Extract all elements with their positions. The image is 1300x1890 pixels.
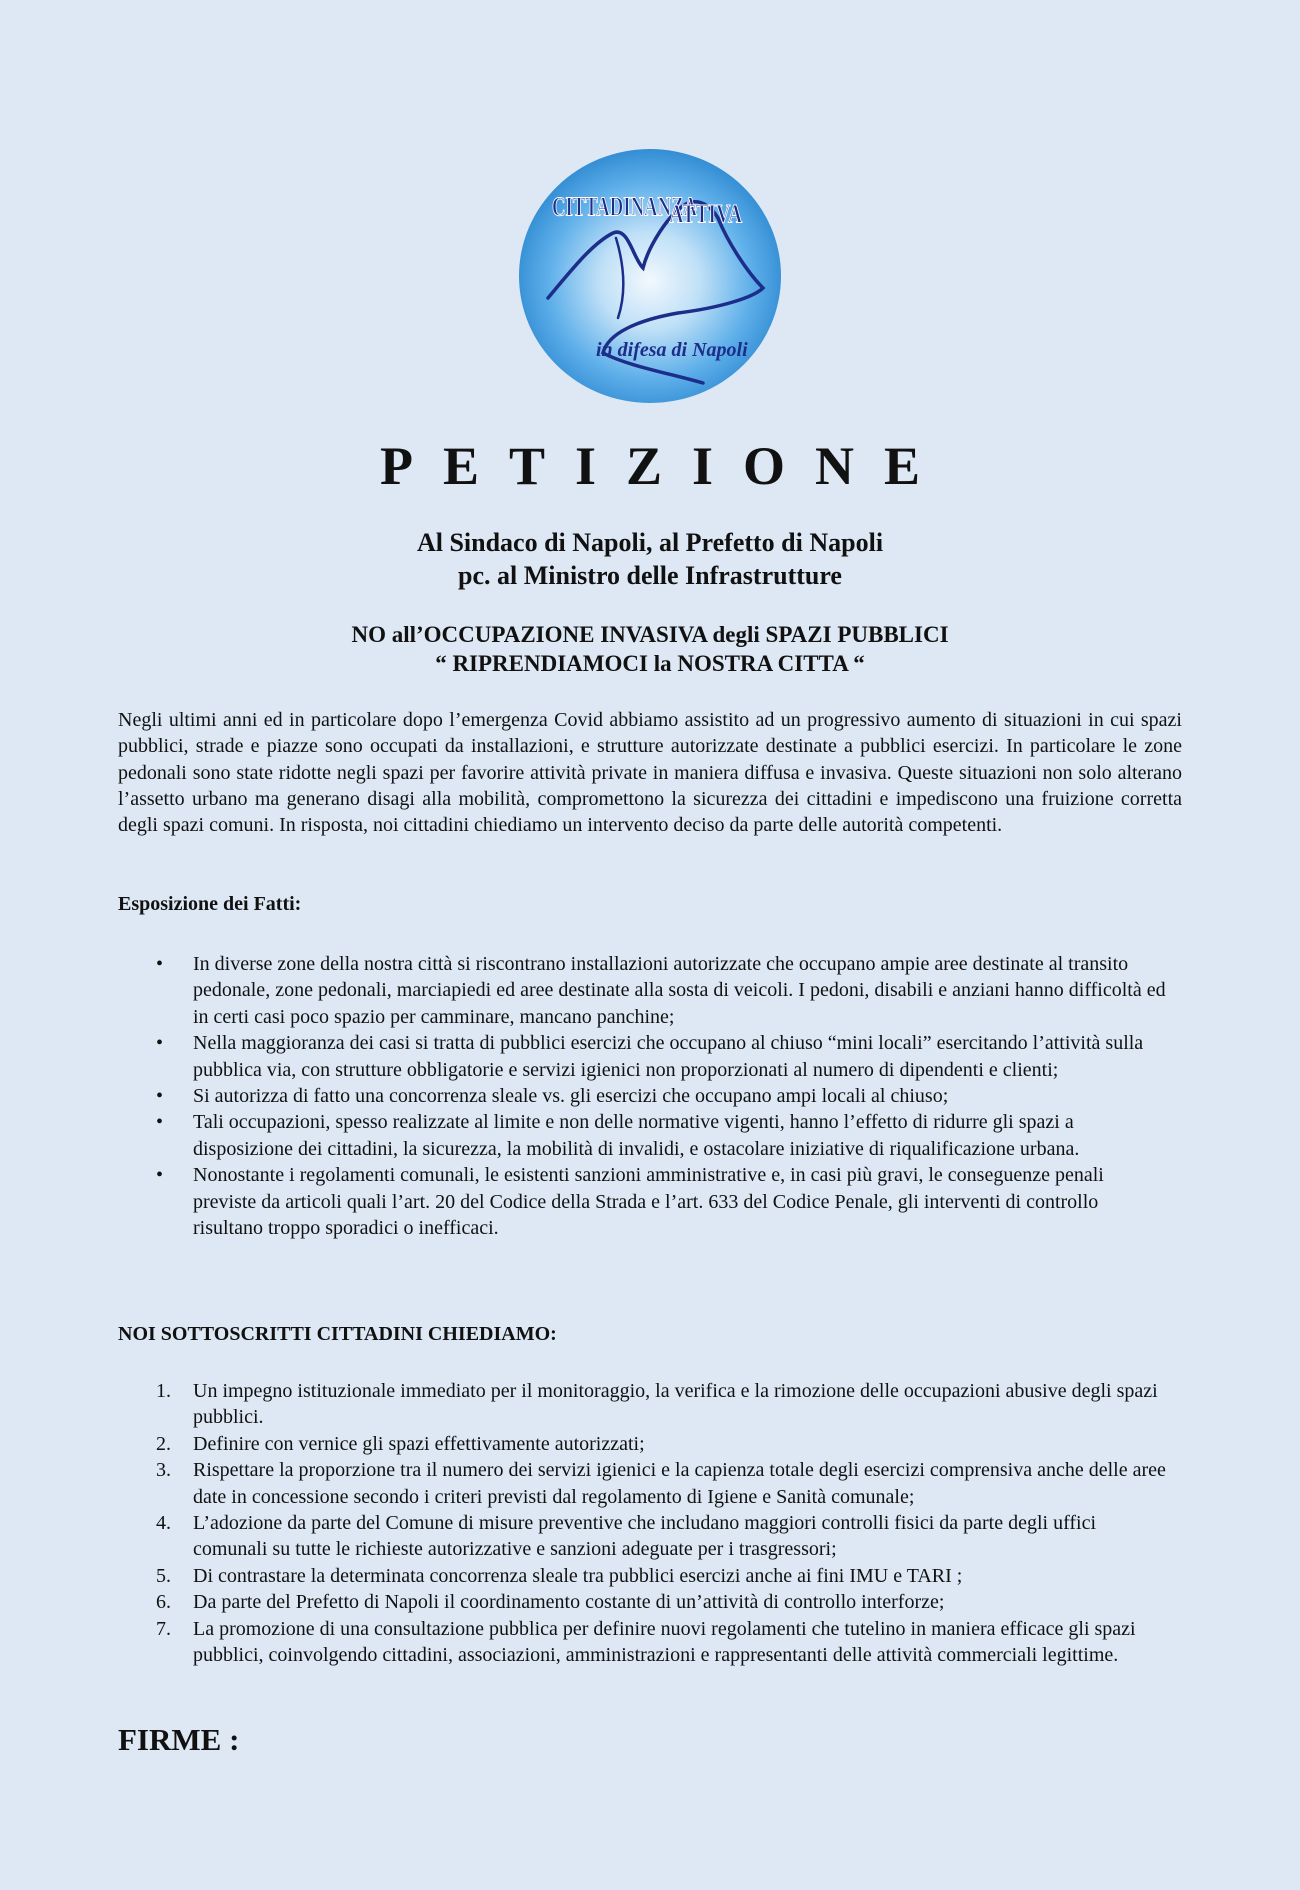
demand-text: L’adozione da parte del Comune di misure preventive che includano maggiori controlli fisici da parte degli uffici comunali su tutte le richieste autorizzative e sanzioni adeguate per i trasgressori;	[193, 1512, 1097, 1561]
list-item	[118, 1378, 1182, 1431]
demand-text: Da parte del Prefetto di Napoli il coordinamento costante di un’attività di controllo interforze;	[193, 1591, 945, 1614]
list-item	[118, 1109, 1182, 1162]
list-item	[118, 1563, 1182, 1589]
fact-text: Nonostante i regolamenti comunali, le esistenti sanzioni amministrative e, in casi più gravi, le conseguenze penali previste da articoli quali l’art. 20 del Codice della Strada e l’art. 633 del Codice Penale, gli interventi di controllo risultano troppo sporadici o inefficaci.	[193, 1164, 1104, 1240]
item-number: 2.	[156, 1432, 171, 1455]
page-title: PETIZIONE	[379, 436, 951, 496]
logo-text-top-right: ATTIVA	[669, 199, 743, 230]
subject-line: “ RIPRENDIAMOCI la NOSTRA CITTA “	[435, 651, 865, 676]
demand-text: Definire con vernice gli spazi effettivamente autorizzati;	[193, 1432, 645, 1455]
logo-circle	[519, 149, 781, 403]
list-item	[118, 1030, 1182, 1083]
fact-text: In diverse zone della nostra città si riscontrano installazioni autorizzate che occupano ampie aree destinate al transito pedonale, zone pedonali, marciapiedi ed aree destinate alla sosta di veicoli. I pedoni, disabili e anziani hanno difficoltà ed in certi casi poco spazio per camminare, mancano panchine;	[193, 953, 1166, 1028]
cittadinanza-attiva-logo	[518, 148, 782, 404]
item-number: 7.	[156, 1617, 171, 1640]
item-number: 5.	[156, 1564, 171, 1587]
demands-list	[118, 1378, 1182, 1668]
logo-emblem	[518, 148, 782, 404]
petition-subject	[118, 620, 1182, 678]
bullet-icon: •	[156, 1111, 164, 1134]
demand-text: Di contrastare la determinata concorrenza sleale tra pubblici esercizi anche ai fini IMU e TARI ;	[193, 1564, 963, 1587]
item-number: 4.	[156, 1512, 171, 1535]
list-item	[118, 1162, 1182, 1241]
facts-heading: Esposizione dei Fatti:	[118, 893, 302, 915]
subject-line: NO all’OCCUPAZIONE INVASIVA degli SPAZI PUBBLICI	[351, 622, 949, 647]
facts-list	[118, 951, 1182, 1241]
bullet-icon: •	[156, 1032, 164, 1055]
addressee-line: Al Sindaco di Napoli, al Prefetto di Napoli	[416, 528, 884, 557]
addressees	[118, 526, 1182, 592]
list-item	[118, 951, 1182, 1030]
demand-text: Un impegno istituzionale immediato per il monitoraggio, la verifica e la rimozione delle occupazioni abusive degli spazi pubblici.	[193, 1380, 1158, 1429]
fact-text: Nella maggioranza dei casi si tratta di pubblici esercizi che occupano al chiuso “mini locali” esercitando l’attività sulla pubblica via, con strutture obbligatorie e servizi igienici non proporzionati al numero di dipendenti e clienti;	[193, 1032, 1144, 1081]
demand-text: La promozione di una consultazione pubblica per definire nuovi regolamenti che tutelino in maniera efficace gli spazi pubblici, coinvolgendo cittadini, associazioni, amministrazioni e rappresentanti delle attività commerciali legittime.	[193, 1617, 1136, 1667]
addressee-line: pc. al Ministro delle Infrastrutture	[458, 561, 842, 590]
item-number: 6.	[156, 1591, 171, 1614]
list-item	[118, 1431, 1182, 1457]
bullet-icon: •	[156, 1164, 164, 1187]
bullet-icon: •	[156, 953, 164, 975]
bullet-icon: •	[156, 1085, 164, 1108]
signatures-label: FIRME :	[118, 1722, 240, 1757]
logo-text-bottom: in difesa di Napoli	[596, 339, 748, 361]
list-item	[118, 1457, 1182, 1510]
item-number: 3.	[156, 1459, 171, 1482]
logo-text-top-left: CITTADINANZA	[552, 192, 698, 223]
fact-text: Tali occupazioni, spesso realizzate al limite e non delle normative vigenti, hanno l’effetto di ridurre gli spazi a disposizione dei cittadini, la sicurezza, la mobilità di invalidi, e ostacolare iniziative di riqualificazione urbana.	[193, 1111, 1080, 1160]
demands-heading: NOI SOTTOSCRITTI CITTADINI CHIEDIAMO:	[118, 1323, 557, 1345]
list-item	[118, 1510, 1182, 1563]
list-item	[118, 1589, 1182, 1615]
list-item	[118, 1616, 1182, 1669]
item-number: 1.	[156, 1380, 171, 1402]
fact-text: Si autorizza di fatto una concorrenza sleale vs. gli esercizi che occupano ampi locali al chiuso;	[193, 1085, 949, 1108]
intro-paragraph: Negli ultimi anni ed in particolare dopo l’emergenza Covid abbiamo assistito ad un progressivo aumento di situazioni in cui spazi pubblici, strade e piazze sono occupati da installazioni, e strutture autorizzate destinate a pubblici esercizi. In particolare le zone pedonali sono state ridotte negli spazi per favorire attività private in maniera diffusa e invasiva. Queste situazioni non solo alterano l’assetto urbano ma generano disagi alla mobilità, compromettono la sicurezza dei cittadini e impediscono una fruizione corretta degli spazi comuni. In risposta, noi cittadini chiediamo un intervento deciso da parte delle autorità competenti.	[118, 709, 1182, 837]
list-item	[118, 1083, 1182, 1109]
demand-text: Rispettare la proporzione tra il numero dei servizi igienici e la capienza totale degli esercizi comprensiva anche delle aree date in concessione secondo i criteri previsti dal regolamento di Igiene e Sanità comunale;	[193, 1459, 1166, 1508]
